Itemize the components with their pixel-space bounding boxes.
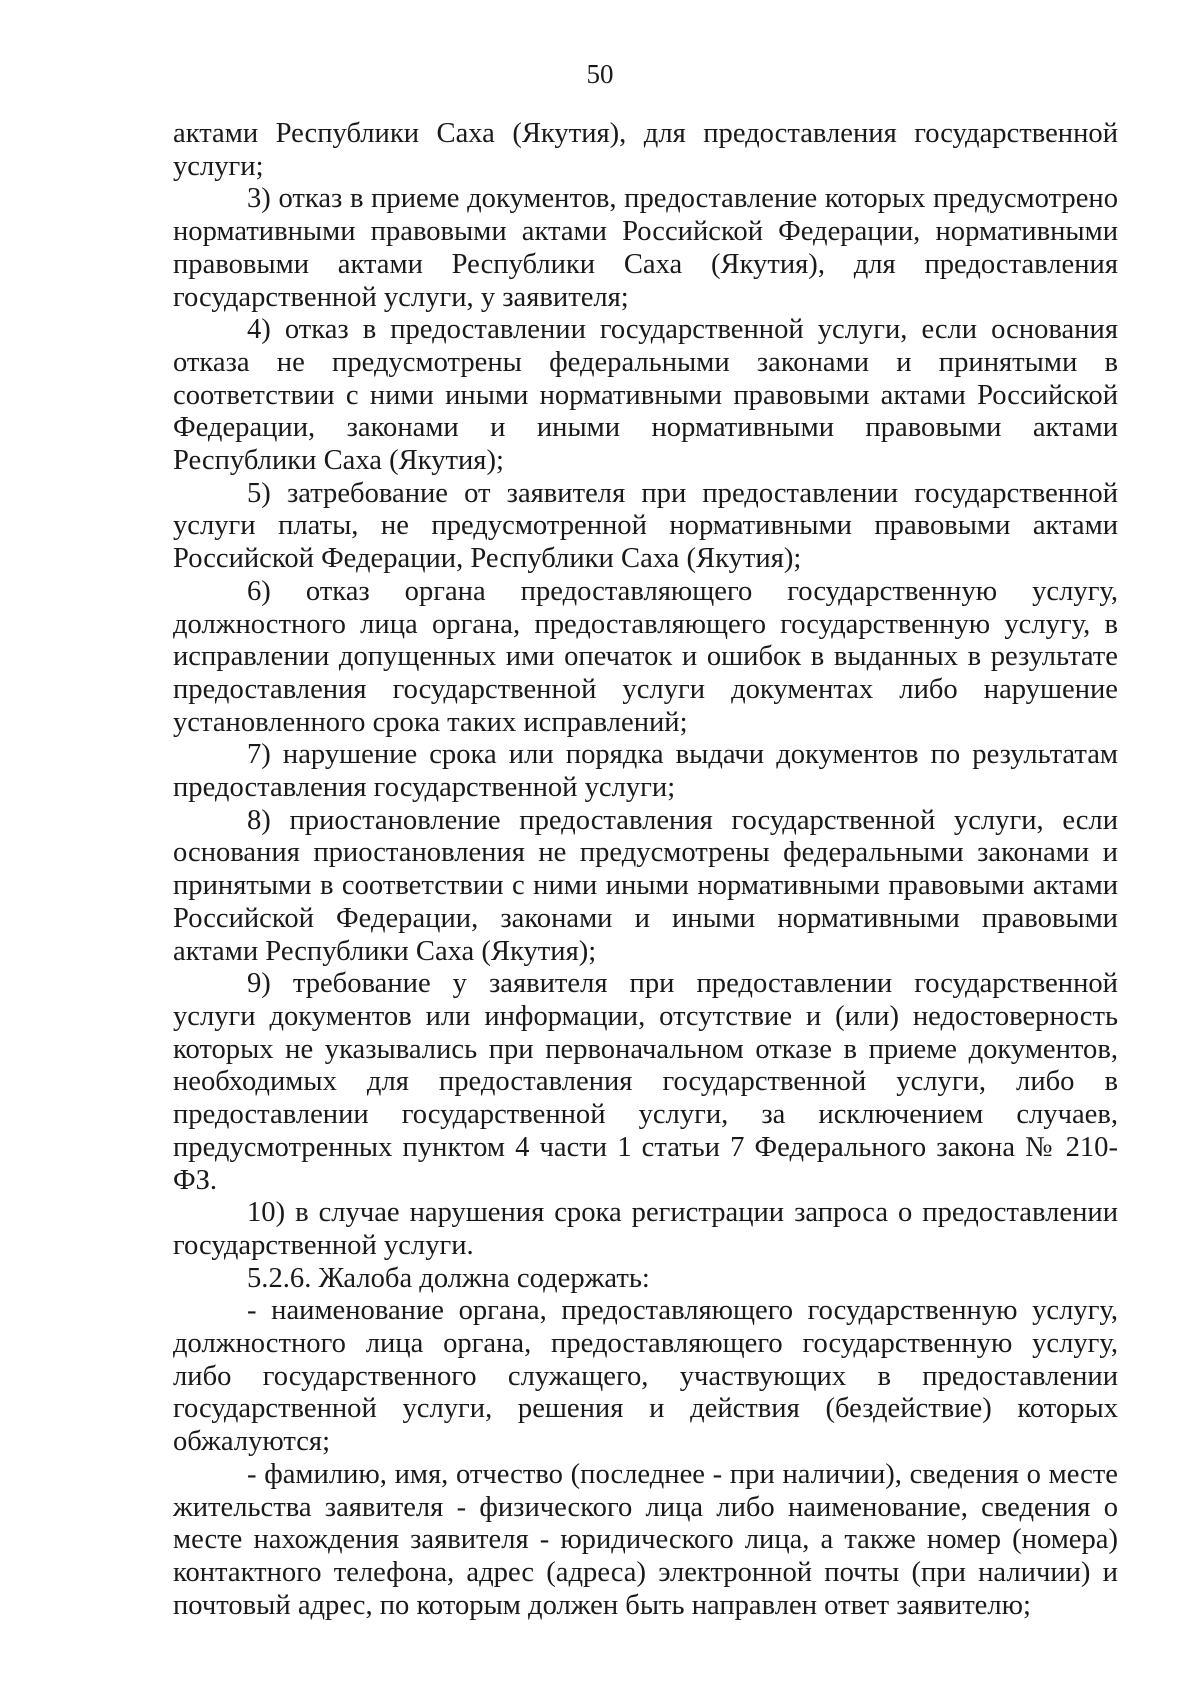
paragraph-item-3: 3) отказ в приеме документов, предоставление которых предусмотрено нормативными правовыми актами Российской Федерации, нормативными правовыми актами Республики Саха (Якутия), для предоставления государственной услуги, у заявителя; [173,183,1118,313]
section-heading-5-2-6: 5.2.6. Жалоба должна содержать: [247,1262,650,1294]
document-body [173,118,1118,1622]
paragraph-item-4: 4) отказ в предоставлении государственной услуги, если основания отказа не предусмотрены федеральными законами и принятыми в соответствии с ними иными нормативными правовыми актами Российской Федерации, законами и иными нормативными правовыми актами Республики Саха (Якутия); [173,314,1118,477]
paragraph-item-10: 10) в случае нарушения срока регистрации запроса о предоставлении государственной услуги. [173,1197,1118,1261]
paragraph-dash-applicant: - фамилию, имя, отчество (последнее - при наличии), сведения о месте жительства заявителя - физического лица либо наименование, сведения о месте нахождения заявителя - юридического лица, а также номер (номера) контактного телефона, адрес (адреса) электронной почты (при наличии) и почтовый адрес, по которым должен быть направлен ответ заявителю; [173,1458,1118,1621]
page-number: 50 [586,59,614,89]
paragraph-item-8: 8) приостановление предоставления государственной услуги, если основания приостановления не предусмотрены федеральными законами и принятыми в соответствии с ними иными нормативными правовыми актами Российской Федерации, законами и иными нормативными правовыми актами Республики Саха (Якутия); [173,804,1118,967]
paragraph-item-5: 5) затребование от заявителя при предоставлении государственной услуги платы, не предусмотренной нормативными правовыми актами Российской Федерации, Республики Саха (Якутия); [173,477,1118,575]
paragraph-item-9: 9) требование у заявителя при предоставлении государственной услуги документов или информации, отсутствие и (или) недостоверность которых не указывались при первоначальном отказе в приеме документов, необходимых для предоставления государственной услуги, либо в предоставлении государственной услуги, за исключением случаев, предусмотренных пунктом 4 части 1 статьи 7 Федерального закона № 210-ФЗ. [173,968,1118,1196]
paragraph-continuation: актами Республики Саха (Якутия), для предоставления государственной услуги; [173,118,1118,182]
paragraph-item-6: 6) отказ органа предоставляющего государственную услугу, должностного лица органа, предоставляющего государственную услугу, в исправлении допущенных ими опечаток и ошибок в выданных в результате предоставления государственной услуги документах либо нарушение установленного срока таких исправлений; [173,575,1118,738]
paragraph-item-7: 7) нарушение срока или порядка выдачи документов по результатам предоставления государственной услуги; [173,739,1118,804]
paragraph-dash-organ: - наименование органа, предоставляющего государственную услугу, должностного лица органа, предоставляющего государственную услугу, либо государственного служащего, участвующих в предоставлении государственной услуги, решения и действия (бездействие) которых обжалуются; [173,1295,1118,1458]
